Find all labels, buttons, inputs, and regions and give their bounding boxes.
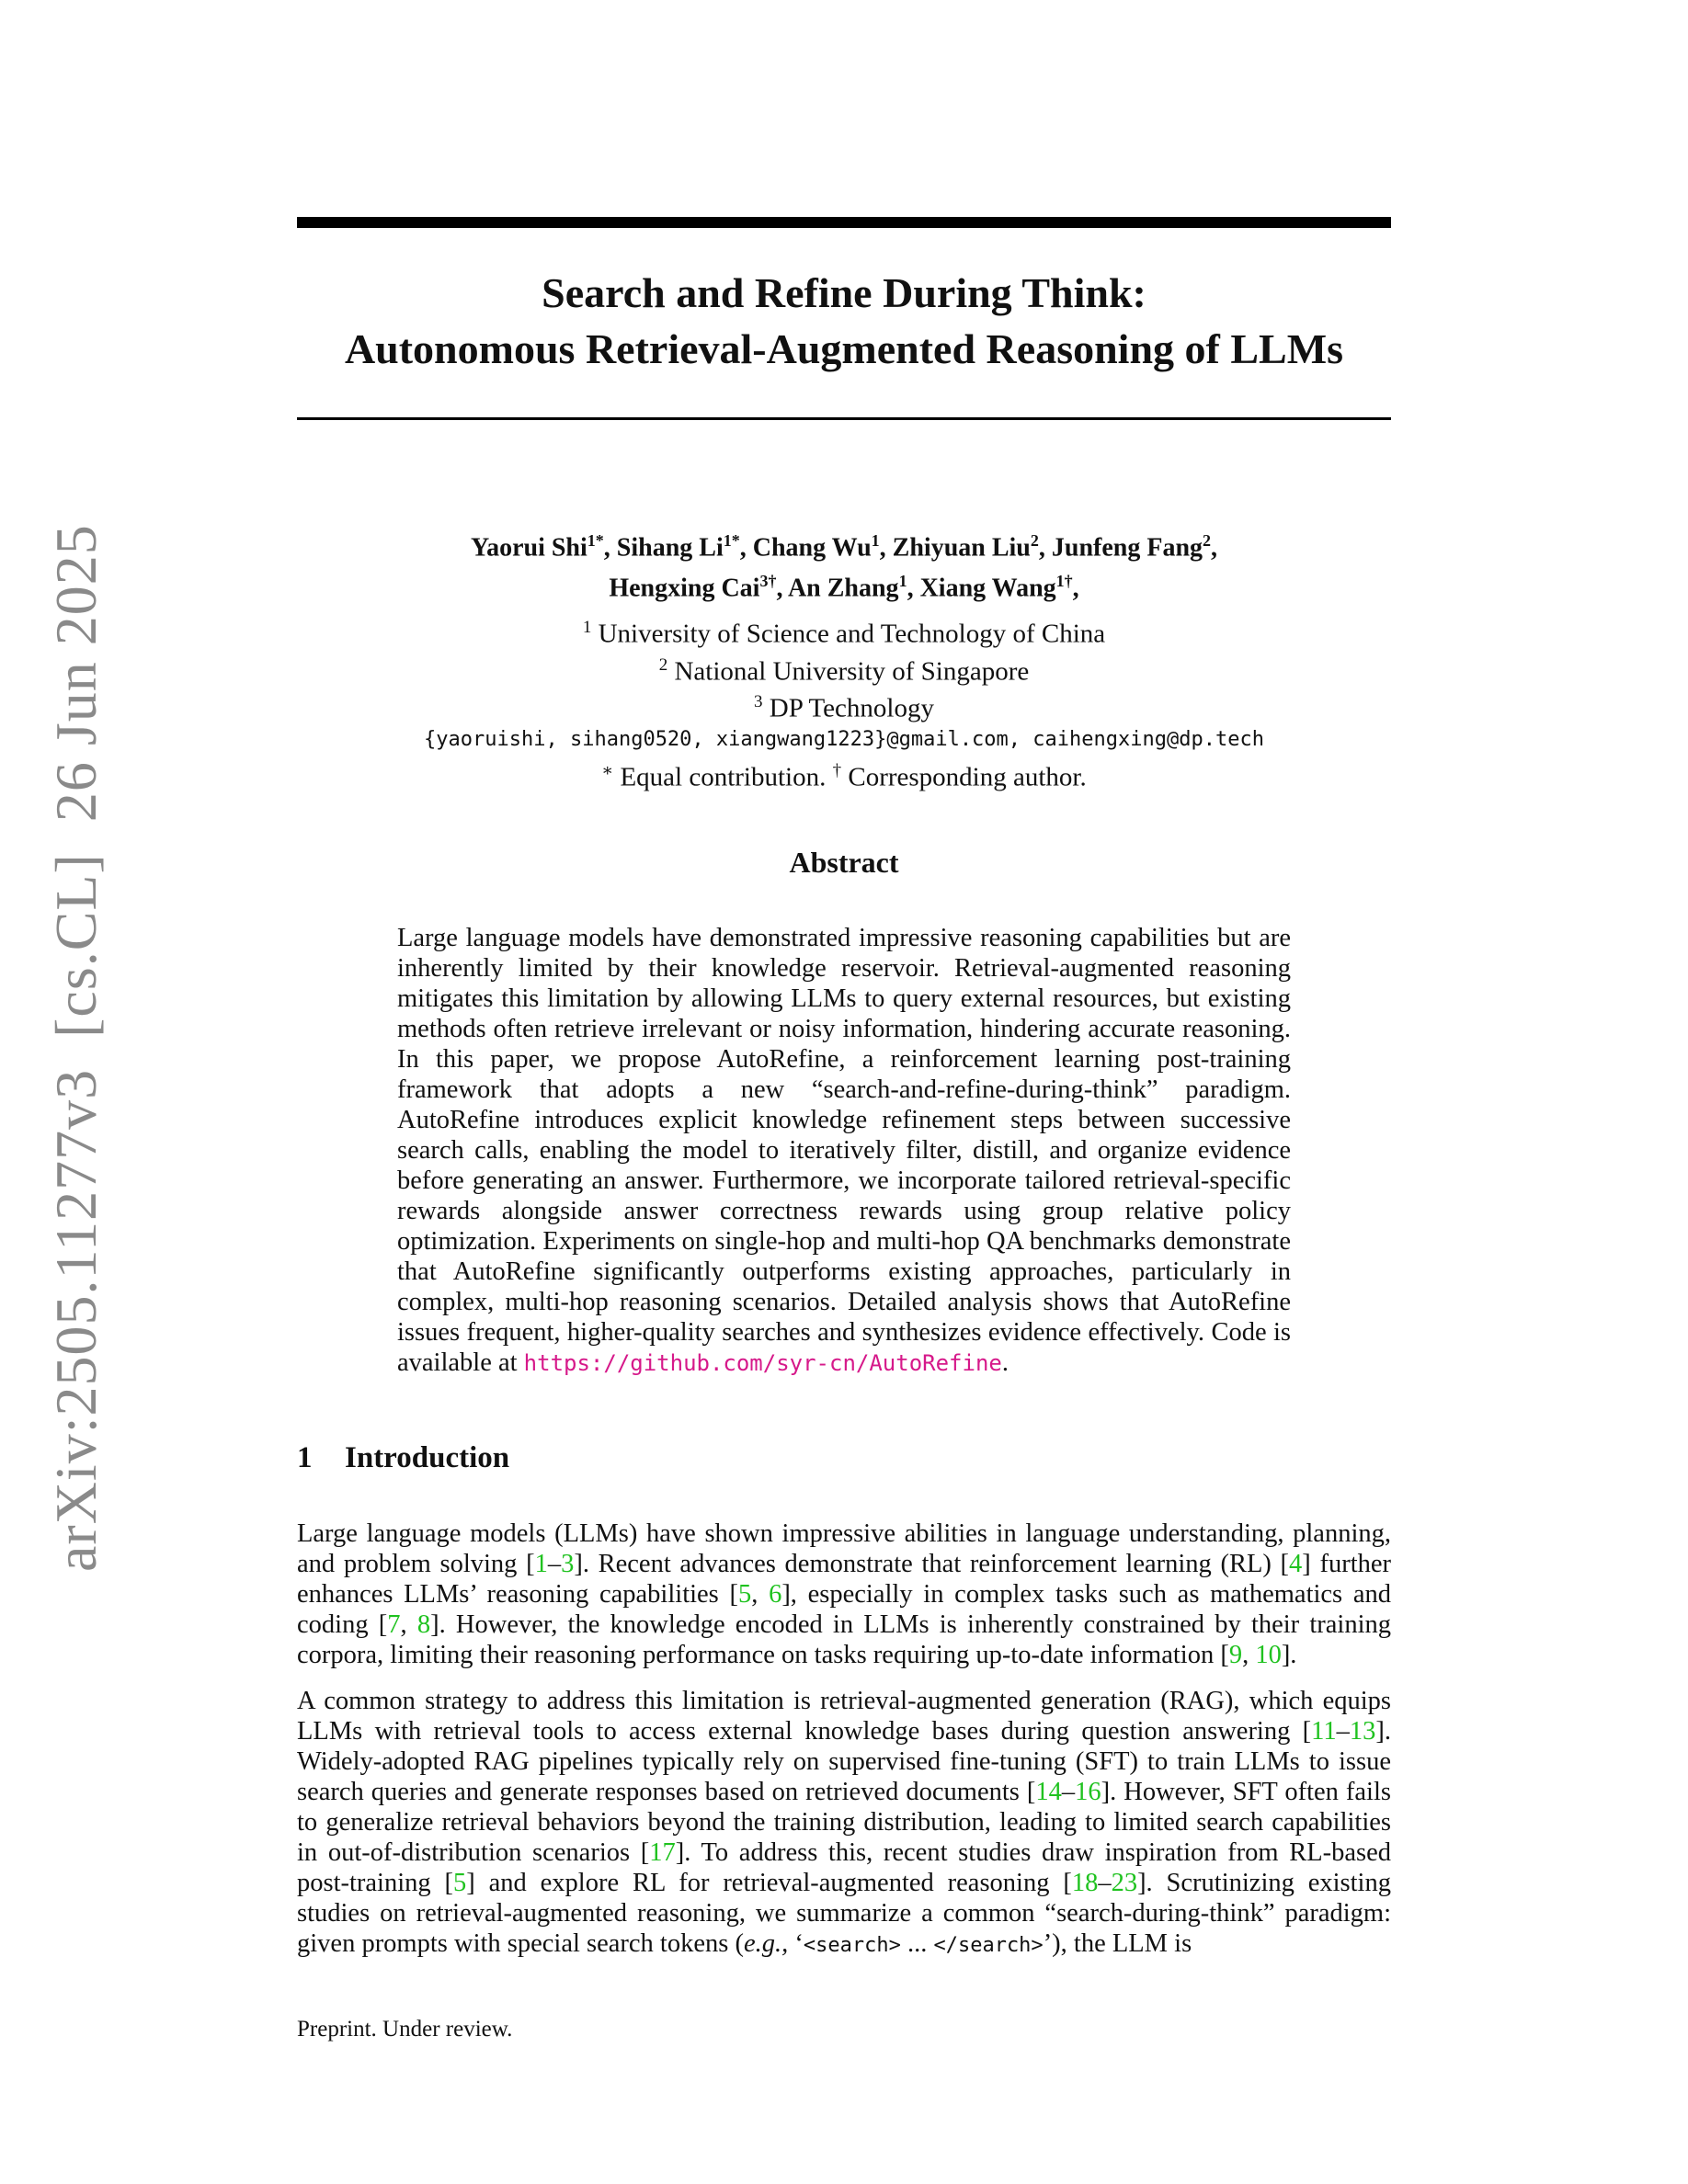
author-sup: 1 [871, 531, 880, 550]
citation-link[interactable]: 5 [453, 1869, 467, 1897]
citation-link[interactable]: 3 [561, 1550, 575, 1578]
citation-link[interactable]: 16 [1075, 1778, 1101, 1806]
author-list [297, 524, 1391, 606]
intro-paragraph-1: Large language models (LLMs) have shown impressive abilities in language understanding, planning, and problem solving [1–3]. Recent advances demonstrate that reinforcement learning (RL) [4] further enhances LLMs’ reasoning capabilities [5, 6], especially in complex tasks such as mathematics and coding [7, 8]. However, the knowledge encoded in LLMs is inherently constrained by their training corpora, limiting their reasoning performance on tasks requiring up-to-date information [9, 10]. [297, 1519, 1392, 1669]
citation-link[interactable]: 13 [1349, 1717, 1376, 1746]
author-sup: 1* [587, 531, 604, 550]
intro-paragraph-2: A common strategy to address this limitation is retrieval-augmented generation (RAG), which equips LLMs with retrieval tools to access external knowledge bases during question answering [11–13]. Widely-adopted RAG pipelines typically rely on supervised fine-tuning (SFT) to train LLMs to issue search queries and generate responses based on retrieved documents [14–16]. However, SFT often fails to generalize retrieval behaviors beyond the training distribution, leading to limited search capabilities in out-of-distribution scenarios [17]. To address this, recent studies draw inspiration from RL-based post-training [5] and explore RL for retrieval-augmented reasoning [18–23]. Scrutinizing existing studies on retrieval-augmented reasoning, we summarize a common “search-during-think” paradigm: given prompts with special search tokens (e.g., ‘<search> ... </search>’), the LLM is [297, 1687, 1392, 1958]
title-line-2: Autonomous Retrieval-Augmented Reasoning of LLMs [344, 325, 1344, 372]
citation-link[interactable]: 4 [1289, 1550, 1303, 1578]
author-line-2: Hengxing Cai$^{3\dagger}$, An Zhang$^1$, Xiang Wang$^{1\dagger}$, [609, 572, 1079, 603]
affiliation: $^2$ National University of Singapore [658, 654, 1030, 687]
code-link[interactable]: https://github.com/syr-cn/AutoRefine [523, 1350, 1002, 1376]
author-sup: 2 [1203, 531, 1212, 550]
citation-link[interactable]: 7 [387, 1610, 401, 1639]
page-footer: Preprint. Under review. [297, 2017, 513, 2042]
author: An Zhang [787, 574, 899, 603]
email-addresses: {yaoruishi, sihang0520, xiangwang1223}@gmail.com, caihengxing@dp.tech [424, 727, 1264, 751]
citation-link[interactable]: 23 [1111, 1869, 1138, 1897]
author: Sihang Li [616, 533, 724, 563]
author-sup: 1† [1055, 572, 1073, 591]
author-sup: 3† [759, 572, 777, 591]
author: Yaorui Shi [470, 533, 587, 563]
author: Xiang Wang [919, 574, 1056, 603]
author-line-1: Yaorui Shi$^{1*}$, Sihang $Li^{1*}$, Chang Wu$^1$, Zhiyuan Liu$^2$, Junfeng Fang$^2$, [470, 531, 1218, 563]
author: Zhiyuan Liu [892, 533, 1031, 563]
citation-link[interactable]: 8 [416, 1610, 431, 1639]
citation-link[interactable]: 11 [1311, 1717, 1337, 1746]
title-bottom-rule [297, 417, 1391, 420]
author-sup: 2 [1030, 531, 1039, 550]
citation-link[interactable]: 18 [1071, 1869, 1099, 1897]
author: Junfeng Fang [1051, 533, 1203, 563]
section-number: 1 [297, 1441, 313, 1474]
arxiv-side-stamp: arXiv:2505.11277v3 [cs.CL] 26 Jun 2025 [43, 524, 108, 1572]
citation-link[interactable]: 1 [534, 1550, 548, 1578]
citation-link[interactable]: 14 [1035, 1778, 1062, 1806]
author: Chang Wu [752, 533, 872, 563]
paper-title [297, 265, 1391, 377]
abstract-body: Large language models have demonstrated impressive reasoning capabilities but are inherently limited by their knowledge reservoir. Retrieval-augmented reasoning mitigates this limitation by allowing LLMs to query external resources, but existing methods often retrieve irrelevant or noisy information, hindering accurate reasoning. In this paper, we propose AutoRefine, a reinforcement learning post-training framework that adopts a new “search-and-refine-during-think” paradigm. AutoRefine introduces explicit knowledge refinement steps between successive search calls, enabling the model to iteratively filter, distill, and organize evidence before generating an answer. Furthermore, we incorporate tailored retrieval-specific rewards alongside answer correctness rewards using group relative policy optimization. Experiments on single-hop and multi-hop QA benchmarks demonstrate that AutoRefine significantly outperforms existing approaches, particularly in complex, multi-hop reasoning scenarios. Detailed analysis shows that AutoRefine issues frequent, higher-quality searches and synthesizes evidence effectively. Code is available at https://github.com/syr-cn/AutoRefine. [397, 924, 1291, 1377]
affiliation: $^1$ University of Science and Technology of China [582, 618, 1106, 649]
section-heading [297, 1441, 509, 1475]
contribution-notes: ∗ Equal contribution. † Corresponding author. [601, 760, 1087, 792]
affiliation: $^3$ DP Technology [754, 692, 934, 723]
section-title: Introduction [345, 1441, 510, 1474]
citation-link[interactable]: 5 [737, 1580, 752, 1609]
title-top-rule [297, 217, 1391, 228]
citation-link[interactable]: 6 [769, 1580, 782, 1609]
title-line-1: Search and Refine During Think: [542, 269, 1146, 316]
abstract-heading: Abstract [789, 846, 899, 879]
author-sup: 1* [723, 531, 740, 550]
citation-link[interactable]: 17 [649, 1838, 676, 1867]
author: Hengxing Cai [609, 574, 760, 603]
citation-link[interactable]: 9 [1228, 1641, 1243, 1669]
affiliations [297, 612, 1391, 793]
citation-link[interactable]: 10 [1255, 1641, 1282, 1669]
author-sup: 1 [898, 572, 907, 591]
